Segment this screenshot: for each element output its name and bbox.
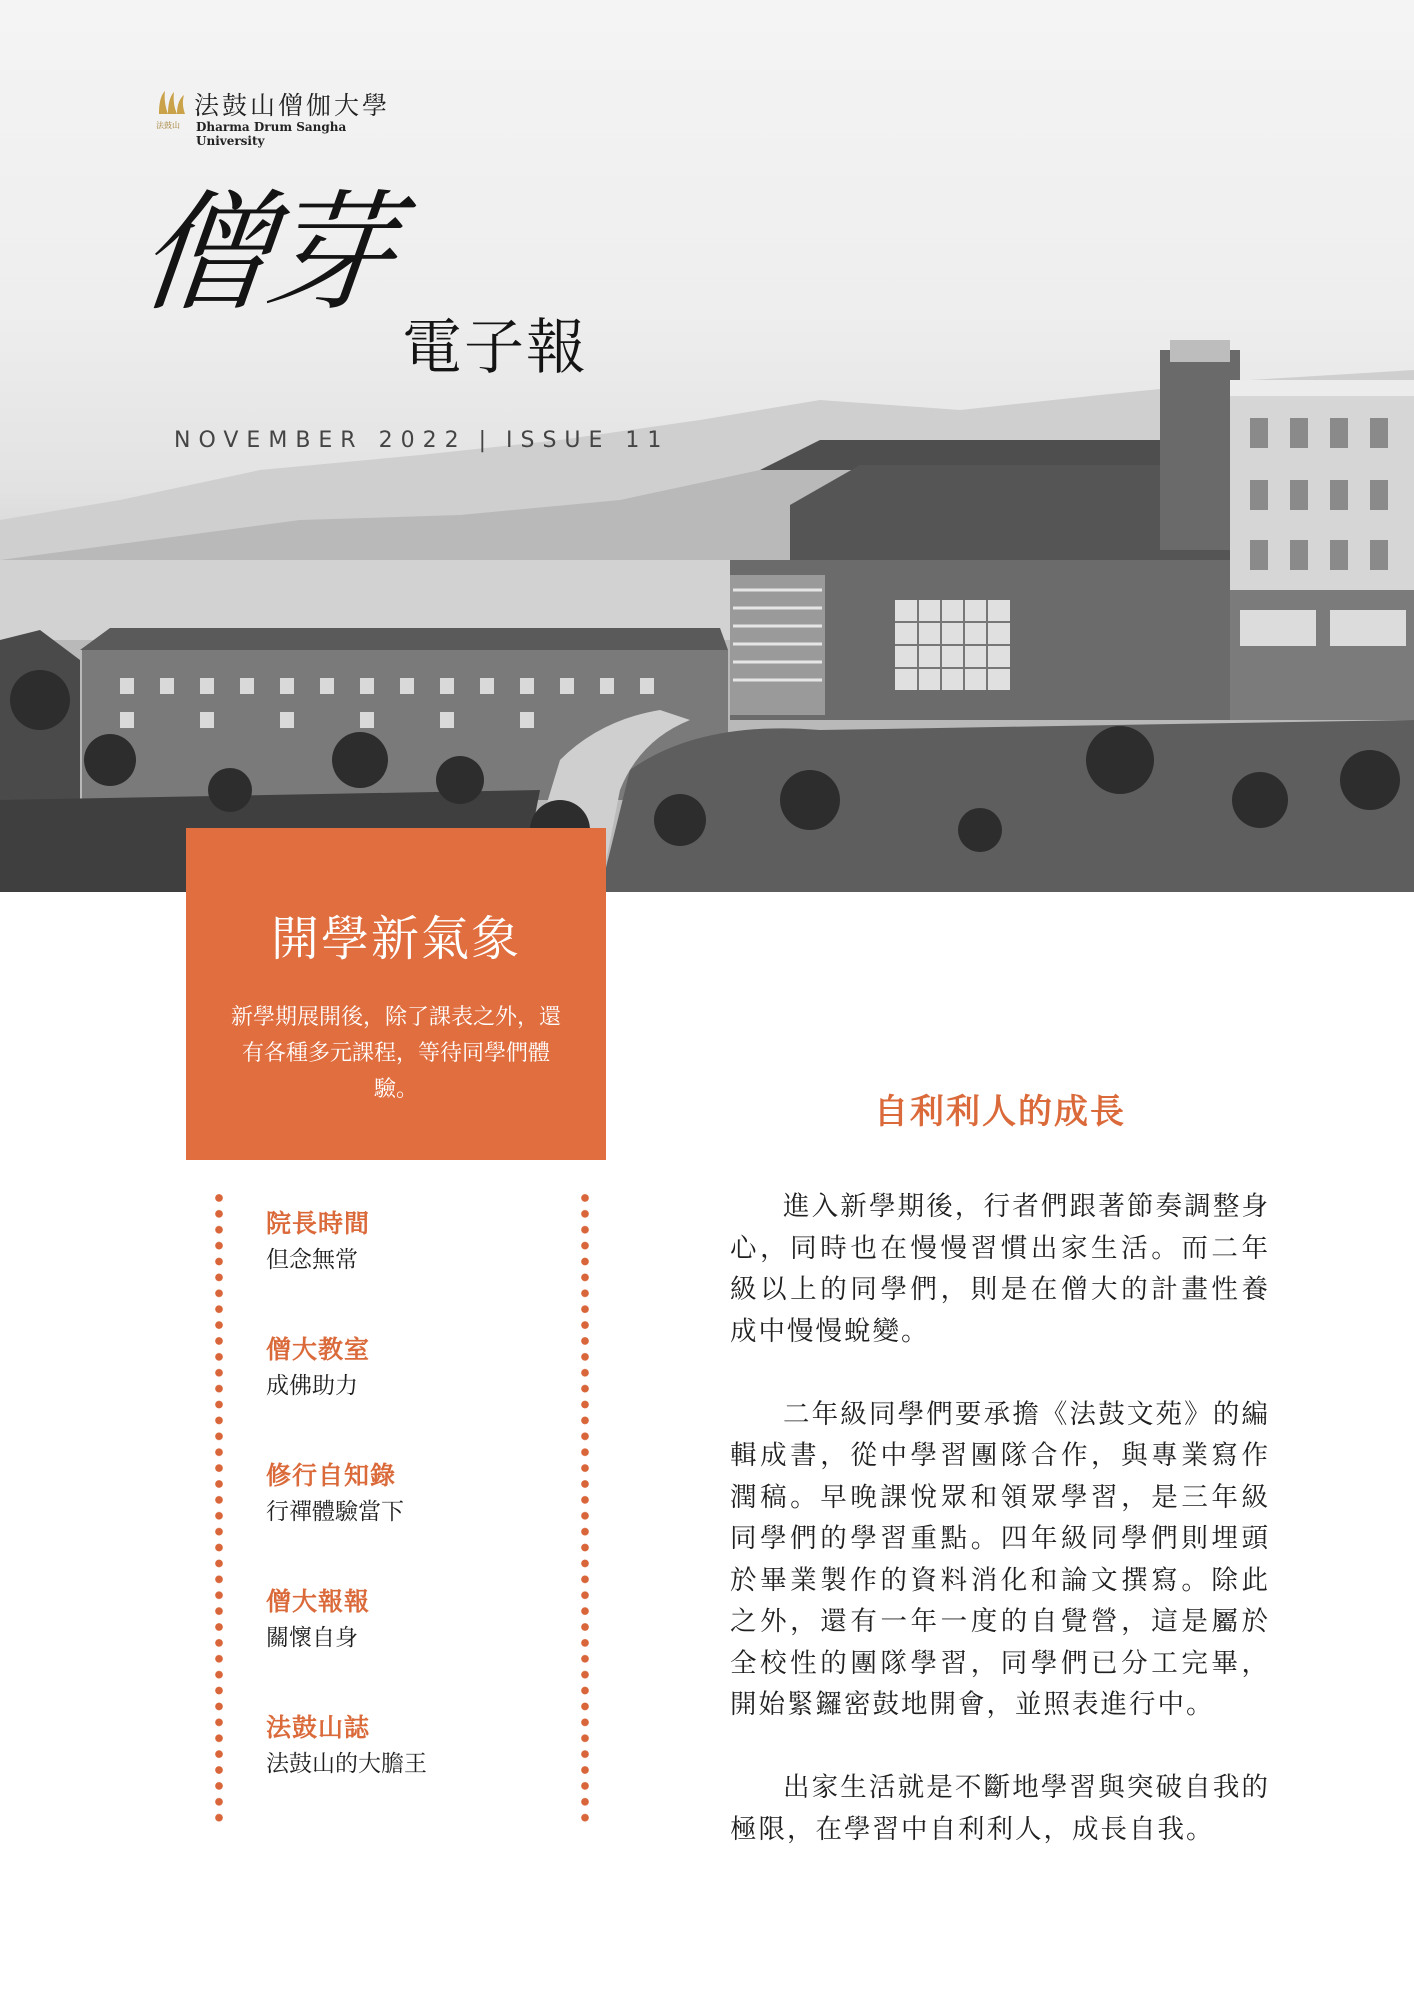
toc-item-title: 法鼓山誌 [266,1713,371,1742]
toc-item-title: 僧大報報 [266,1587,371,1616]
toc-item-title: 僧大教室 [266,1335,371,1364]
issue-number: ISSUE 11 [506,428,670,453]
article-body [730,1186,1270,1892]
toc-item[interactable] [266,1332,566,1458]
logo-small-mark-text: 法鼓山 [156,121,180,130]
toc-item-title: 院長時間 [266,1209,371,1238]
table-of-contents [266,1206,566,1836]
toc-item-subtitle: 但念無常 [266,1247,358,1273]
article-paragraph: 進入新學期後，行者們跟著節奏調整身心，同時也在慢慢習慣出家生活。而二年級以上的同學們，則是在僧大的計畫性養成中慢慢蛻變。 [730,1191,1270,1347]
issue-date: NOVEMBER 2022 [174,428,467,453]
newsletter-title: 電子報 [402,313,588,383]
logo-chinese-name: 法鼓山僧伽大學 [194,91,391,120]
feature-title: 開學新氣象 [270,911,521,967]
drum-logo-icon [156,88,186,116]
toc-item[interactable] [266,1458,566,1584]
dotted-border-right [581,1190,589,1826]
toc-item-subtitle: 成佛助力 [266,1373,358,1399]
toc-item-subtitle: 法鼓山的大膽王 [266,1751,427,1777]
toc-item[interactable] [266,1584,566,1710]
masthead-calligraphy: 僧芽 [132,177,397,329]
logo-english-name: Dharma Drum Sangha University [196,120,347,148]
article-paragraph: 出家生活就是不斷地學習與突破自我的極限，在學習中自利利人，成長自我。 [730,1772,1270,1845]
campus-photo [0,0,1414,892]
feature-box [186,828,606,1160]
article-title: 自利利人的成長 [874,1092,1126,1132]
university-logo [156,86,416,148]
toc-item-title: 修行自知錄 [266,1461,397,1490]
article-paragraph: 二年級同學們要承擔《法鼓文苑》的編輯成書，從中學習團隊合作，與專業寫作潤稿。早晚課悅眾和領眾學習，是三年級同學們的學習重點。四年級同學們則埋頭於畢業製作的資料消化和論文撰寫。除此之外，還有一年一度的自覺營，這是屬於全校性的團隊學習，同學們已分工完畢，開始緊鑼密鼓地開會，並照表進行中。 [730,1398,1270,1720]
toc-item-subtitle: 關懷自身 [266,1625,358,1651]
toc-item-subtitle: 行禪體驗當下 [266,1499,404,1525]
toc-item[interactable] [266,1710,566,1836]
feature-body: 新學期展開後，除了課表之外，還有各種多元課程，等待同學們體驗。 [230,1005,561,1102]
dotted-border-left [215,1190,223,1826]
issue-line [174,428,669,453]
toc-item[interactable] [266,1206,566,1332]
issue-separator: | [478,428,495,453]
